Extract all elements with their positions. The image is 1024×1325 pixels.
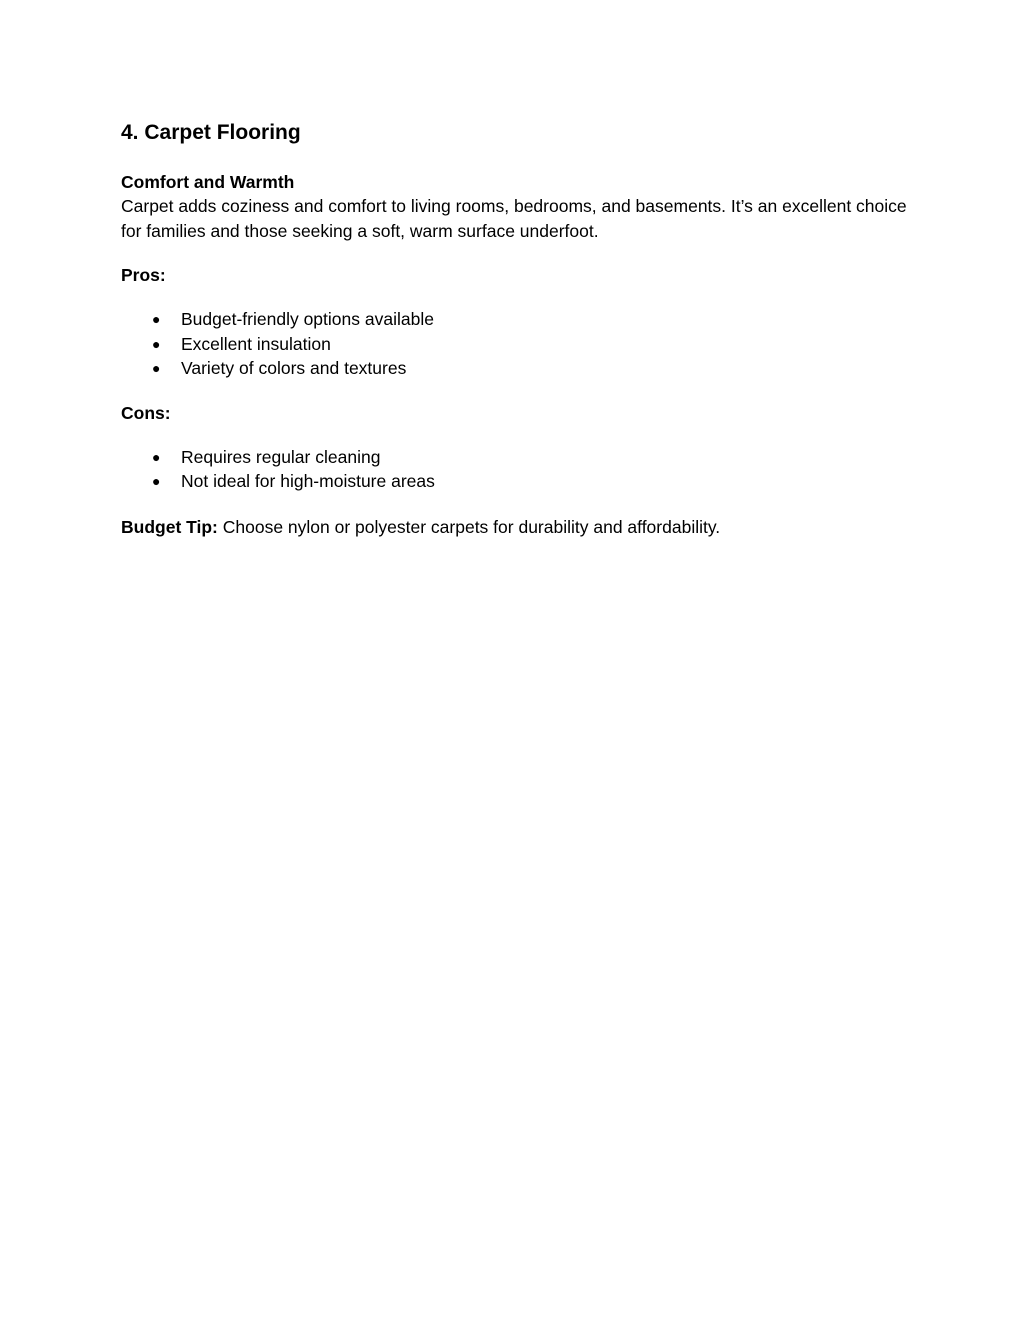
list-item-text: Budget-friendly options available bbox=[181, 309, 434, 329]
list-item bbox=[121, 445, 911, 470]
intro-paragraph: Carpet adds coziness and comfort to living rooms, bedrooms, and basements. It’s an excellent choice for families and those seeking a soft, warm surface underfoot. bbox=[121, 196, 907, 241]
cons-list bbox=[121, 445, 911, 494]
list-item-text: Excellent insulation bbox=[181, 333, 331, 354]
budget-tip-text: Choose nylon or polyester carpets for durability and affordability. bbox=[217, 516, 721, 537]
bullet-icon: ● bbox=[152, 473, 161, 489]
bullet-icon: ● bbox=[152, 360, 161, 376]
list-item bbox=[121, 332, 911, 357]
pros-list bbox=[121, 307, 911, 381]
list-item bbox=[121, 356, 911, 381]
document-page bbox=[121, 117, 911, 539]
cons-label: Cons: bbox=[121, 402, 171, 423]
list-item bbox=[121, 469, 911, 494]
list-item-text: Variety of colors and textures bbox=[181, 358, 407, 378]
pros-label: Pros: bbox=[121, 265, 166, 285]
budget-tip-label: Budget Tip: bbox=[121, 516, 218, 537]
list-item bbox=[121, 307, 911, 332]
bullet-icon: ● bbox=[152, 335, 161, 352]
section-heading: 4. Carpet Flooring bbox=[121, 121, 301, 144]
section-subheading: Comfort and Warmth bbox=[121, 172, 295, 192]
budget-tip bbox=[121, 515, 911, 539]
bullet-icon: ● bbox=[152, 448, 161, 465]
bullet-icon: ● bbox=[152, 311, 161, 327]
list-item-text: Requires regular cleaning bbox=[181, 446, 381, 467]
list-item-text: Not ideal for high-moisture areas bbox=[181, 471, 435, 491]
